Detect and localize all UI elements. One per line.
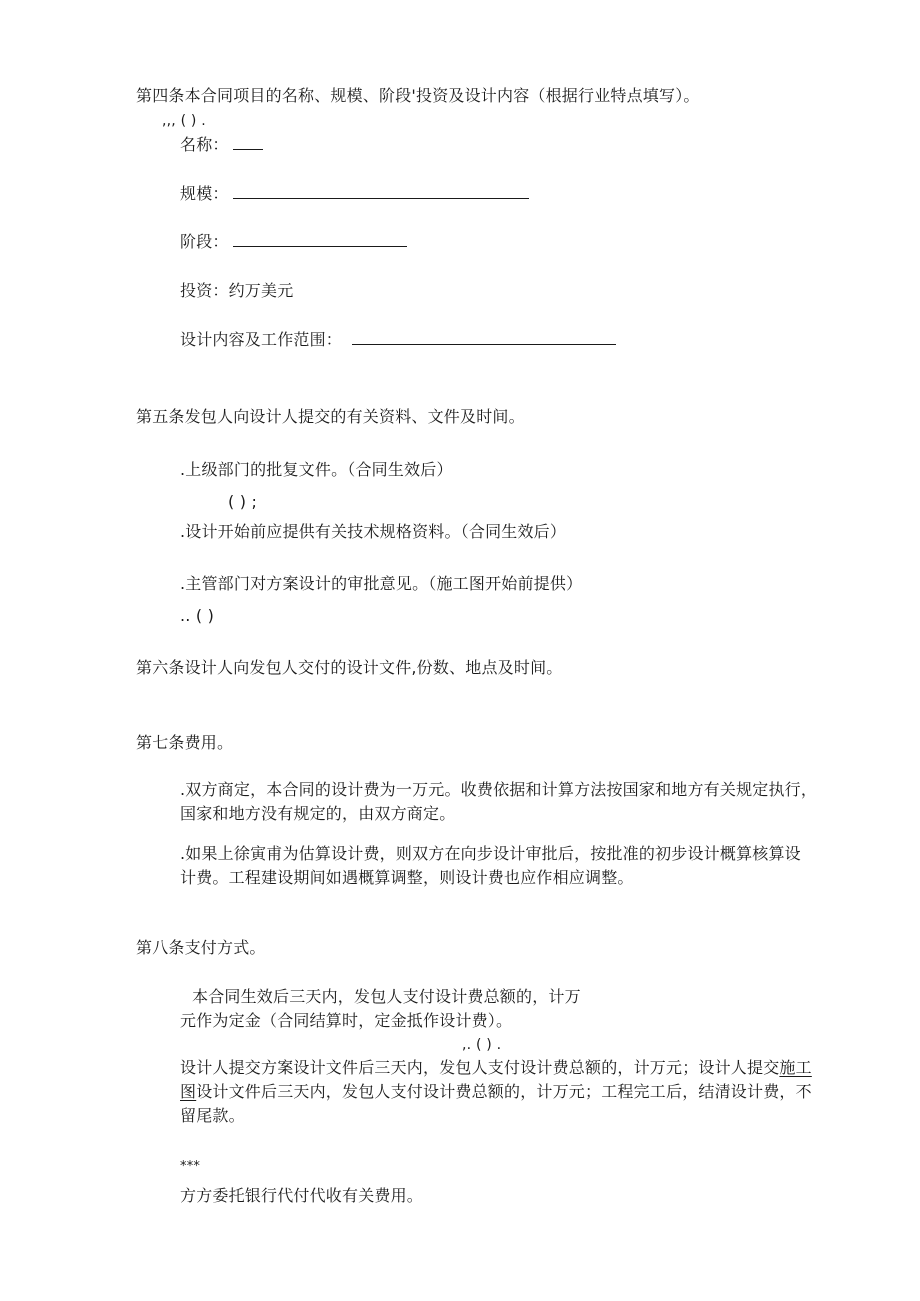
scale-label: 规模： (180, 184, 229, 203)
article-5-item-3-note: .. ( ) (180, 606, 215, 625)
article-5-title: 第五条发包人向设计人提交的有关资料、文件及时间。 (136, 407, 525, 426)
article-7-para-2-line-1: .如果上徐寅甫为估算设计费，则双方在向步设计审批后，按批准的初步设计概算核算设 (180, 844, 801, 863)
article-8-title: 第八条支付方式。 (136, 938, 266, 957)
article-7-para-1-line-2: 国家和地方没有规定的，由双方商定。 (180, 804, 456, 823)
stage-row (180, 234, 407, 250)
drawing-underlined: 图 (180, 1082, 197, 1101)
article-4-punctuation: ,,, ( ) . (162, 113, 206, 129)
article-8-para-1-line-2: 元作为定金（合同结算时，定金抵作设计费）。 (180, 1011, 513, 1030)
article-8-para-2-line-2-text: 设计文件后三天内，发包人支付设计费总额的，计万元；工程完工后，结清设计费，不 (196, 1082, 812, 1101)
article-7-para-2-line-2: 计费。工程建设期间如遇概算调整，则设计费也应作相应调整。 (180, 868, 634, 887)
article-4-title: 第四条本合同项目的名称、规模、阶段'投资及设计内容（根据行业特点填写）。 (136, 86, 700, 105)
article-5-item-2: .设计开始前应提供有关技术规格资料。（合同生效后） (180, 522, 567, 541)
investment-text: 投资：约万美元 (180, 281, 294, 300)
article-8-para-1-line-1: 本合同生效后三天内，发包人支付设计费总额的，计万 (192, 987, 581, 1006)
scale-row (180, 186, 529, 202)
article-8-para-2-line-1 (180, 1060, 812, 1076)
article-7-title: 第七条费用。 (136, 733, 234, 752)
article-8-para-2-line-3: 留尾款。 (180, 1106, 245, 1125)
article-8-final-line: 方方委托银行代付代收有关费用。 (180, 1186, 424, 1205)
scale-blank (233, 197, 529, 199)
scope-blank (352, 343, 616, 345)
article-7-para-1-line-1: .双方商定，本合同的设计费为一万元。收费依据和计算方法按国家和地方有关规定执行， (180, 780, 818, 799)
article-8-punctuation: ,. ( ) . (462, 1037, 502, 1053)
name-blank (233, 148, 263, 150)
stage-blank (233, 245, 407, 247)
article-5-item-3: .主管部门对方案设计的审批意见。（施工图开始前提供） (180, 574, 583, 593)
stars-marker: *** (180, 1159, 201, 1174)
scope-label: 设计内容及工作范围： (180, 330, 343, 349)
article-5-item-1: .上级部门的批复文件。（合同生效后） (180, 460, 453, 479)
scope-row (180, 332, 616, 348)
article-8-para-2-line-2 (180, 1084, 812, 1100)
article-8-para-2-line-1-text: 设计人提交方案设计文件后三天内，发包人支付设计费总额的，计万元；设计人提交 (180, 1058, 780, 1077)
article-6-title: 第六条设计人向发包人交付的设计文件,份数、地点及时间。 (136, 658, 563, 677)
construction-drawing-underlined: 施工 (779, 1058, 812, 1077)
stage-label: 阶段： (180, 232, 229, 251)
name-label: 名称： (180, 135, 229, 154)
article-5-item-1-note: ( ) ; (228, 492, 258, 511)
name-row (180, 137, 263, 153)
